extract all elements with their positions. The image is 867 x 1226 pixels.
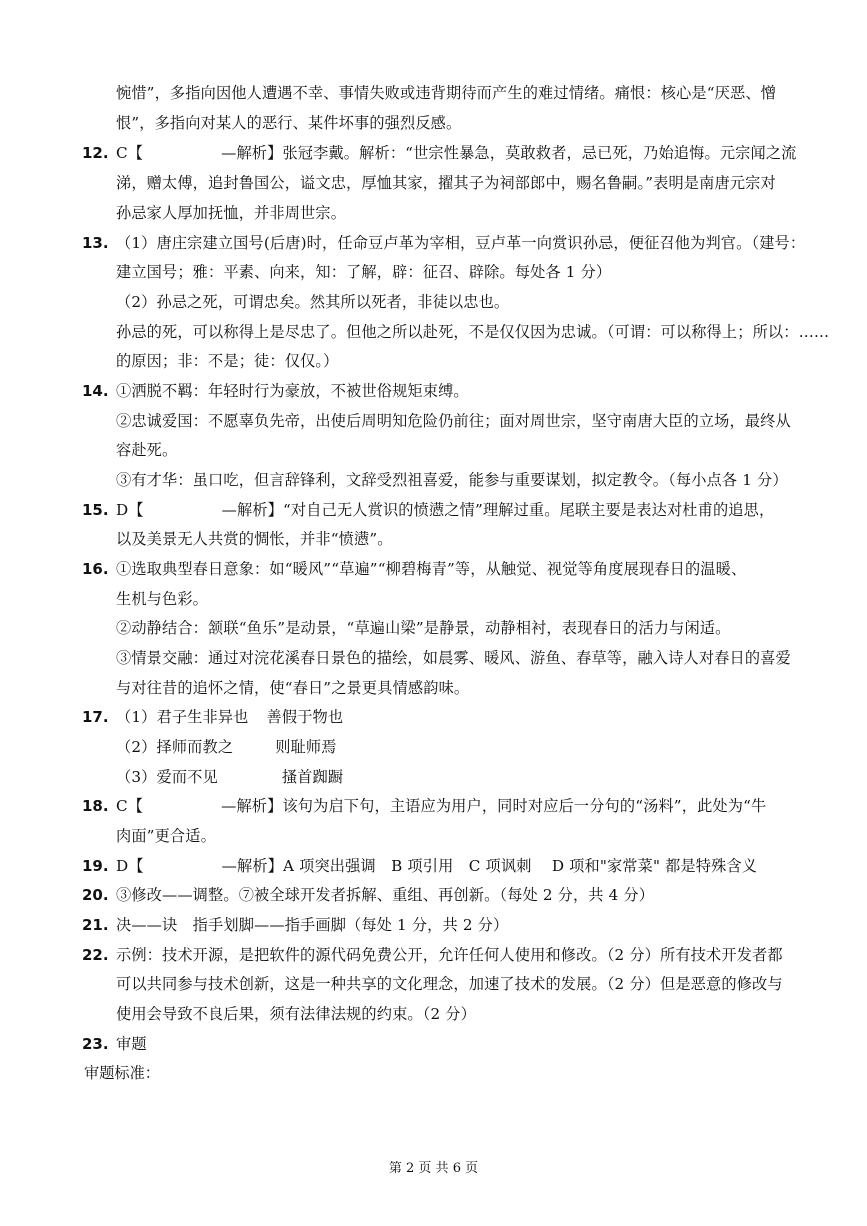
answer-letter: C【 [116, 797, 144, 815]
section-label: 审题标准： [84, 1064, 160, 1082]
text-line: 与对往昔的追怀之情，使“春日”之景更具情感韵味。 [116, 679, 470, 697]
dictation-left: （1）君子生非异也 [116, 708, 249, 726]
text-line: ②忠诚爱国：不愿辜负先帝，出使后周明知危险仍前往；面对周世宗，坚守南唐大臣的立场，最终从 [116, 412, 791, 430]
text-line: 生机与色彩。 [116, 590, 209, 608]
text-line: 示例：技术开源，是把软件的源代码免费公开，允许任何人使用和修改。（2 分）所有技术开发者都 [116, 946, 783, 964]
answer-12-line [116, 143, 797, 163]
answer-17-line [116, 767, 788, 787]
answer-explanation: —解析】“对自己无人赏识的愤懑之情”理解过重。尾联主要是表达对杜甫的追思， [221, 501, 775, 519]
question-number: 20. [82, 886, 109, 904]
text-line: 容赴死。 [116, 441, 178, 459]
text-line: 审题 [116, 1035, 147, 1053]
text-line: ②动静结合：颔联“鱼乐”是动景，“草遍山梁”是静景，动静相衬，表现春日的活力与闲适。 [116, 619, 731, 637]
text-line: 以及美景无人共赏的惆怅，并非“愤懑”。 [116, 530, 393, 548]
dictation-left: （2）择师而教之 [116, 738, 234, 756]
text-line: 孙忌的死，可以称得上是尽忠了。但他之所以赴死，不是仅仅因为忠诚。（可谓：可以称得上；所以：…… [116, 323, 830, 341]
text-line: （1）唐庄宗建立国号(后唐)时，任命豆卢革为宰相，豆卢革一向赏识孙忌，便征召他为判官。（建号： [116, 234, 806, 252]
answer-17-line [116, 707, 788, 727]
question-number: 22. [82, 946, 109, 964]
answer-letter: D【 [116, 857, 144, 875]
question-number: 18. [82, 797, 109, 815]
dictation-right: 善假于物也 [266, 708, 344, 726]
answer-explanation: —解析】A 项突出强调 B 项引用 C 项讽刺 D 项和"家常菜" 都是特殊含义 [221, 857, 758, 875]
text-line: 建立国号；雅：平素、向来，知：了解，辟：征召、辟除。每处各 1 分） [116, 263, 612, 281]
question-number: 15. [82, 501, 109, 519]
dictation-right: 则耻师焉 [275, 738, 337, 756]
text-line: 肉面”更合适。 [116, 827, 216, 845]
text-line: 决——诀 指手划脚——指手画脚（每处 1 分，共 2 分） [116, 916, 509, 934]
text-line: （2）孙忌之死，可谓忠矣。然其所以死者，非徒以忠也。 [116, 293, 510, 311]
answer-17-line [116, 737, 788, 757]
question-number: 23. [82, 1035, 109, 1053]
question-number: 17. [82, 708, 109, 726]
text-line: 的原因；非：不是；徒：仅仅。） [116, 352, 339, 370]
text-line: ①洒脱不羁：年轻时行为豪放，不被世俗规矩束缚。 [116, 382, 469, 400]
answer-15-line [116, 500, 788, 520]
text-line: ③修改——调整。⑦被全球开发者拆解、重组、再创新。（每处 2 分，共 4 分） [116, 886, 655, 904]
text-line: 孙忌家人厚加抚恤，并非周世宗。 [116, 204, 347, 222]
question-number: 14. [82, 382, 109, 400]
page-footer: 第 2 页 共 6 页 [388, 1161, 479, 1176]
question-number: 21. [82, 916, 109, 934]
dictation-left: （3）爱而不见 [116, 768, 218, 786]
answer-letter: D【 [116, 501, 144, 519]
question-number: 12. [82, 144, 109, 162]
text-line: 惋惜”，多指向因他人遭遇不幸、事情失败或违背期待而产生的难过情绪。痛恨：核心是“厌恶、憎 [116, 84, 777, 102]
text-line: 使用会导致不良后果，须有法律法规的约束。（2 分） [116, 1005, 476, 1023]
text-line: 涕，赠太傅，追封鲁国公，谥文忠，厚恤其家，擢其子为祠部郎中，赐名鲁嗣。”表明是南唐元宗对 [116, 174, 776, 192]
text-line: ③情景交融：通过对浣花溪春日景色的描绘，如晨雾、暖风、游鱼、春草等，融入诗人对春日的喜爱 [116, 649, 791, 667]
question-number: 16. [82, 560, 109, 578]
question-number: 19. [82, 857, 109, 875]
dictation-right: 搔首踟蹰 [281, 768, 344, 786]
text-line: ③有才华：虽口吃，但言辞锋利，文辞受烈祖喜爱，能参与重要谋划，拟定教令。（每小点各 1 分） [116, 471, 788, 489]
answer-letter: C【 [116, 144, 144, 162]
text-line: ①选取典型春日意象：如“暖风”“草遍”“柳碧梅青”等，从触觉、视觉等角度展现春日的温暖、 [116, 560, 747, 578]
text-line: 可以共同参与技术创新，这是一种共享的文化理念，加速了技术的发展。（2 分）但是恶意的修改与 [116, 975, 783, 993]
answer-explanation: —解析】张冠李戴。解析：“世宗性暴急，莫敢救者，忌已死，乃始追悔。元宗闻之流 [221, 144, 797, 162]
question-number: 13. [82, 234, 109, 252]
answer-19-line [116, 856, 788, 876]
text-line: 恨”，多指向对某人的恶行、某件坏事的强烈反感。 [116, 114, 462, 132]
answer-18-line [116, 796, 788, 816]
answer-explanation: —解析】该句为启下句，主语应为用户，同时对应后一分句的“汤料”，此处为“牛 [221, 797, 767, 815]
